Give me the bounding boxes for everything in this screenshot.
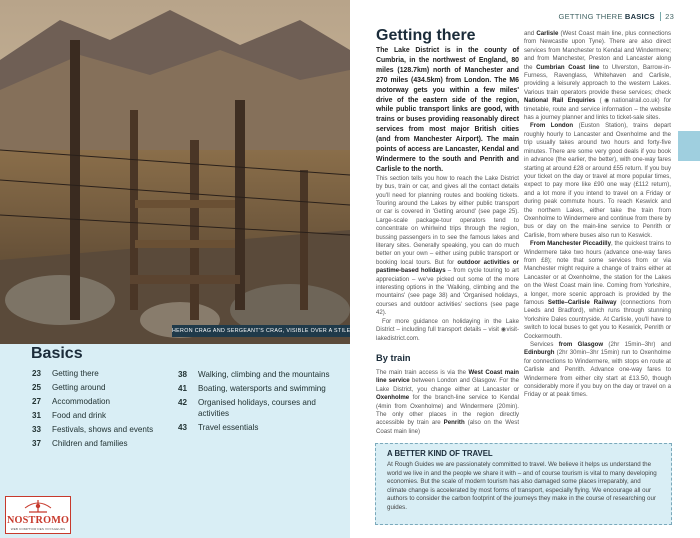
getting-there-column (376, 46, 519, 343)
body-paragraph: From London (Euston Station), trains depart roughly hourly to Lancaster and Oxenholme and the trip usually takes around two hours and forty-five minutes. There are some very good deals if you book in advance (the earlier, the better), with one-way fares starting at around £28 or around £55 return. If you buy your ticket on the day or travel at more popular times, expect to pay more like £90 one way (£112 return), and a lot more if you intend to travel on a Friday or during peak commute hours. To reach Keswick and the northern Lakes, either take the train from Oxenholme to Windermere and continue from there by bus or day on the main-line service to Penrith or Carlisle, from where buses also run to Keswick. (524, 122, 671, 239)
body-paragraph: and Carlisle (West Coast main line, plus connections from Newcastle upon Tyne). There are also direct services from Manchester to Kendal and Windermere; and from Manchester, Preston and Lancaster along the Cumbrian Coast line to Ulverston, Barrow-in-Furness, Ravenglass, Whitehaven and Carlisle, providing a leisurely approach to the western Lakes. Various train operators provide these services; check National Rail Enquiries (◉nationalrail.co.uk) for timetable, route and service information – the website has a journey planner and links to ticket-sale sites. (524, 30, 671, 122)
section-tab (678, 131, 700, 161)
train-info-column (524, 30, 671, 400)
toc-entry[interactable] (32, 439, 172, 450)
better-travel-box (375, 443, 672, 525)
photo-caption: HERON CRAG AND SERGEANT'S CRAG, VISIBLE OVER A STILE (172, 325, 350, 337)
body-paragraph: This section tells you how to reach the Lake District by bus, train or car, and gives all the contact details you'll need for planning routes and booking tickets. Touring around the Lakes by either public transport or car is covered in 'Getting around' (see page 25). Large-scale package-tour operators tend to concentrate on whirlwind trips through the region, bussing passengers in to see the famous lakes and literary sites. Generally speaking, you can do much better on your own – either using public transport or booking local tours. But for outdoor activities or pastime-based holidays – from cycle touring to art appreciation – we've picked out some of the more interesting options in the 'Walking, climbing and the mountains' (see page 38) and 'Organised holidays, courses and outdoor activities' sections (see page 42). (376, 174, 520, 317)
basics-title: Basics (31, 345, 83, 362)
toc-entry[interactable] (178, 370, 346, 381)
toc-label: Travel essentials (198, 422, 259, 432)
intro-paragraph: The Lake District is in the county of Cumbria, in the northwest of England, 80 miles (128.7km) north of Manchester and 270 miles (434.5km) from London. The M6 motorway gets you within a few miles' drive of the eastern side of the region, while public transport links are good, with trains or buses providing reasonably direct services from most major British cities (and from Manchester Airport). The main points of access are Lancaster, Kendal and Windermere to the south and Penrith and Carlisle to the north. (376, 47, 519, 173)
getting-there-heading: Getting there (376, 27, 476, 44)
toc-entry[interactable] (32, 397, 172, 408)
better-travel-body: At Rough Guides we are passionately committed to travel. We believe it helps us understand the world we live in and the people we share it with – and of course tourism is vital to many developing economies. But the scale of modern tourism has also damaged some places irreparably, and climate change is accelerated by most forms of transport, especially flying. We encourage all our authors to consider the carbon footprint of the journeys they make in the course of researching our guides. (387, 461, 657, 511)
toc-label: Accommodation (52, 396, 111, 406)
stile-photo (0, 0, 350, 344)
body-paragraph: The main train access is via the West Coast main line service between London and Glasgow. For the Lake District, you change either at Lancaster or Oxenholme for the branch-line service to Kendal (4min from Oxenholme) and Windermere (20min). The only other places in the region directly accessible by train are Penrith (also on the West Coast main line) (376, 369, 520, 435)
logo-wordmark: NOSTROMO (7, 515, 70, 526)
toc-page-number: 37 (32, 438, 42, 448)
header-section: GETTING THERE (558, 12, 623, 21)
better-travel-title: A BETTER KIND OF TRAVEL (387, 449, 493, 458)
toc-label: Organised holidays, courses and activities (198, 397, 316, 418)
toc-page-number: 25 (32, 382, 42, 392)
toc-label: Children and families (52, 438, 128, 448)
toc-label: Food and drink (52, 410, 106, 420)
toc-page-number: 41 (178, 383, 188, 393)
toc-page-number: 31 (32, 410, 42, 420)
page-number: 23 (660, 12, 674, 21)
toc-page-number: 33 (32, 424, 42, 434)
by-train-column (376, 369, 519, 436)
toc-entry[interactable] (32, 383, 172, 394)
toc-entry[interactable] (32, 425, 172, 436)
toc-page-number: 27 (32, 396, 42, 406)
toc-entry[interactable] (178, 398, 346, 419)
toc-entry[interactable] (178, 423, 346, 434)
body-paragraph: For more guidance on holidaying in the Lake District – including full transport details – visit ◉visit-lakedistrict.com. (376, 317, 519, 342)
toc-entry[interactable] (32, 411, 172, 422)
by-train-heading: By train (376, 353, 411, 363)
basics-contents-left (32, 369, 172, 453)
toc-page-number: 23 (32, 369, 42, 378)
toc-label: Festivals, shows and events (52, 424, 154, 434)
body-paragraph: From Manchester Piccadilly, the quickest trains to Windermere take two hours (advance one-way fares from £8); note that some services from or via Manchester might require a change of trains either at Lancaster or at Oxenholme, the station for the Lakes on the West Coast main line. Coming from Yorkshire, a longer, more scenic approach is provided by the famous Settle–Carlisle Railway (connections from Leeds and Bradford), which runs through stunning Yorkshire Dales countryside. At Carlisle, you'll have to switch to local buses to get you to Keswick, Penrith or Cockermouth. (524, 240, 672, 340)
header-chapter: BASICS (624, 12, 655, 21)
toc-label: Getting there (52, 369, 99, 378)
toc-page-number: 38 (178, 370, 188, 379)
toc-entry[interactable] (178, 384, 346, 395)
toc-entry[interactable] (32, 369, 172, 380)
basics-contents-right (178, 370, 346, 437)
logo-tagline: WEB COMPTOIR DES VOYAGEURS (10, 527, 66, 531)
toc-page-number: 42 (178, 397, 188, 407)
toc-label: Getting around (52, 382, 106, 392)
toc-label: Boating, watersports and swimming (198, 383, 326, 393)
running-header (559, 12, 674, 21)
body-paragraph: Services from Glasgow (2hr 15min–3hr) and Edinburgh (2hr 30min–3hr 15min) run to Oxenholme for connections to Windermere, with stops en route at Carlisle and Penrith. Advance one-way fares to Windermere from either city start at £13.50, though considerably more if you buy on the day or travel on a Friday or at peak times. (524, 341, 672, 399)
toc-label: Walking, climbing and the mountains (198, 370, 330, 379)
toc-page-number: 43 (178, 422, 188, 432)
